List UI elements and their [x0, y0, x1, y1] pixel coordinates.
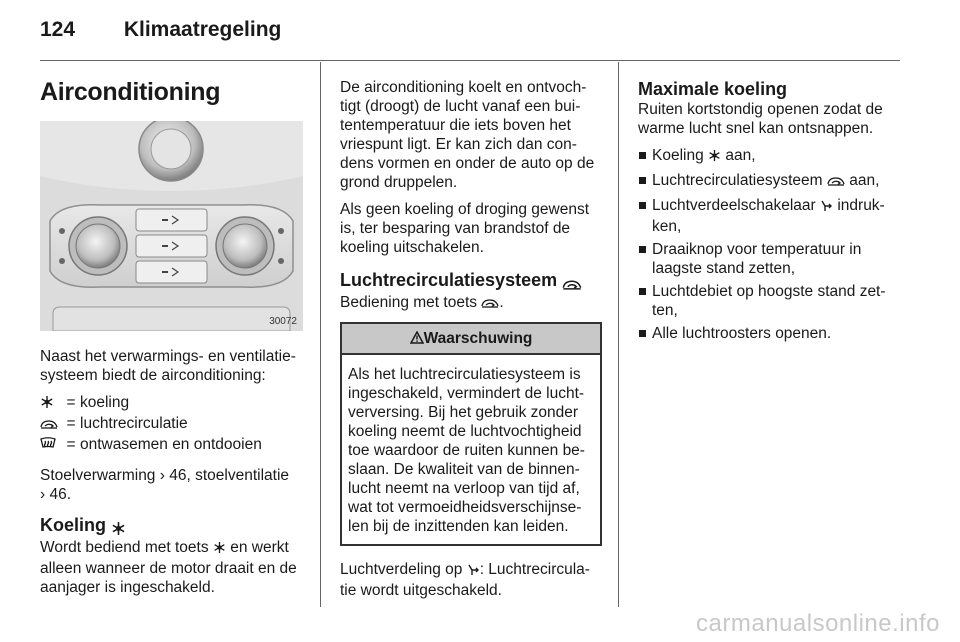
seat-ref-label: Stoelverwarming	[40, 467, 156, 484]
intro-text: Naast het verwarmings- en ventilatie-systeem biedt de airconditioning:	[40, 348, 296, 384]
page-ref-arrow-icon: ›	[159, 467, 165, 484]
seat-reference	[40, 466, 305, 504]
climate-panel-illustration	[40, 121, 303, 331]
warning-header	[342, 324, 600, 355]
legend-eq: =	[66, 436, 76, 453]
warning-triangle-icon	[410, 330, 424, 347]
legend-eq: =	[66, 394, 76, 411]
paragraph-2: Als geen koeling of droging gewenst is, ter besparing van brandstof de koeling uitschakelen.	[340, 201, 590, 256]
section-title-airconditioning: Airconditioning	[40, 78, 221, 106]
subsection-koeling	[40, 514, 305, 538]
column-3	[638, 62, 903, 347]
snowflake-icon	[40, 395, 54, 414]
recirculation-icon	[827, 173, 845, 192]
header-rule	[40, 60, 900, 61]
section-max-cooling-title: Maximale koeling	[638, 79, 788, 99]
legend-text: koeling	[80, 394, 130, 411]
recirc-text	[340, 293, 602, 314]
watermark: carmanualsonline.info	[696, 610, 940, 637]
legend-row	[40, 414, 262, 435]
list-item: Alle luchtroosters openen.	[638, 324, 903, 343]
subsection-recirculation	[340, 269, 602, 293]
snowflake-icon	[708, 148, 721, 167]
koeling-text	[40, 538, 305, 597]
max-cooling-list	[638, 146, 903, 343]
climate-panel-photo	[40, 121, 303, 331]
list-item-text: aan,	[849, 172, 880, 189]
warning-box	[340, 322, 602, 546]
distribution-text-b: : Luchtrecircula-tie wordt uitgeschakeld.	[340, 561, 590, 599]
list-item-text: Luchtverdeelschakelaar	[652, 197, 816, 214]
distribution-text-a: Luchtverdeling op	[340, 561, 463, 578]
air-distribution-icon	[820, 198, 833, 217]
max-cooling-intro: Ruiten kortstondig openen zodat de warme lucht snel kan ontsnappen.	[638, 101, 883, 137]
windscreen-defrost-icon	[40, 437, 56, 456]
list-item-text: aan,	[725, 147, 756, 164]
list-item	[638, 196, 903, 236]
column-divider-1	[320, 62, 321, 607]
legend-row	[40, 435, 262, 456]
recirc-text-end: .	[499, 294, 504, 311]
column-divider-2	[618, 62, 619, 607]
recirculation-icon	[481, 295, 499, 314]
legend-text: ontwasemen en ontdooien	[80, 436, 262, 453]
recirculation-icon	[40, 416, 58, 435]
icon-legend	[40, 393, 262, 456]
subsection-title: Koeling	[40, 515, 106, 535]
list-item-text: Luchtrecirculatiesysteem	[652, 172, 823, 189]
warning-title: Waarschuwing	[423, 330, 533, 347]
list-item: Draaiknop voor temperatuur in laagste stand zetten,	[638, 240, 903, 278]
list-item-text: indruk-ken,	[652, 197, 885, 235]
list-item	[638, 146, 903, 167]
list-item: Luchtdebiet op hoogste stand zet-ten,	[638, 282, 903, 320]
recirculation-icon	[562, 271, 582, 293]
list-item	[638, 171, 903, 192]
snowflake-icon	[213, 540, 226, 559]
koeling-text-b: en werkt alleen wanneer de motor draait en de aanjager is ingeschakeld.	[40, 539, 297, 596]
photo-id: 30072	[269, 316, 297, 327]
paragraph-1: De airconditioning koelt en ontvoch-tigt (droogt) de lucht vanaf een bui-tentemperatuur die iets boven het vriespunt ligt. Er kan zich dan con-dens vormen en onder de auto op de grond druppelen.	[340, 79, 595, 191]
list-item-text: Koeling	[652, 147, 704, 164]
snowflake-icon	[111, 516, 126, 538]
legend-text: luchtrecirculatie	[80, 415, 188, 432]
legend-row	[40, 393, 262, 414]
page-number: 124	[40, 18, 76, 41]
page-ref-arrow-icon: ›	[40, 486, 46, 503]
page-header	[40, 18, 281, 42]
chapter-title: Klimaatregeling	[123, 18, 282, 41]
air-distribution-icon	[467, 562, 480, 581]
seat-vent-ref-page: 46.	[49, 486, 72, 503]
column-1	[40, 62, 305, 605]
koeling-text-a: Wordt bediend met toets	[40, 539, 209, 556]
recirc-text-a: Bediening met toets	[340, 294, 478, 311]
legend-eq: =	[66, 415, 76, 432]
warning-body: Als het luchtrecirculatiesysteem is ingeschakeld, vermindert de lucht-verversing. Bij het gebruik zonder koeling neemt de luchtvochtigheid toe waardoor de ruiten kunnen be-slaan. De kwaliteit van de binnen-lucht neemt na verloop van tijd af, wat tot vermoeidheidsverschijnse-len bij de inzittenden kan leiden.	[348, 366, 585, 535]
column-2	[340, 62, 602, 608]
seat-ref-page: 46, stoelventilatie	[169, 467, 290, 484]
distribution-text	[340, 560, 602, 600]
subsection-title: Luchtrecirculatiesysteem	[340, 270, 558, 290]
